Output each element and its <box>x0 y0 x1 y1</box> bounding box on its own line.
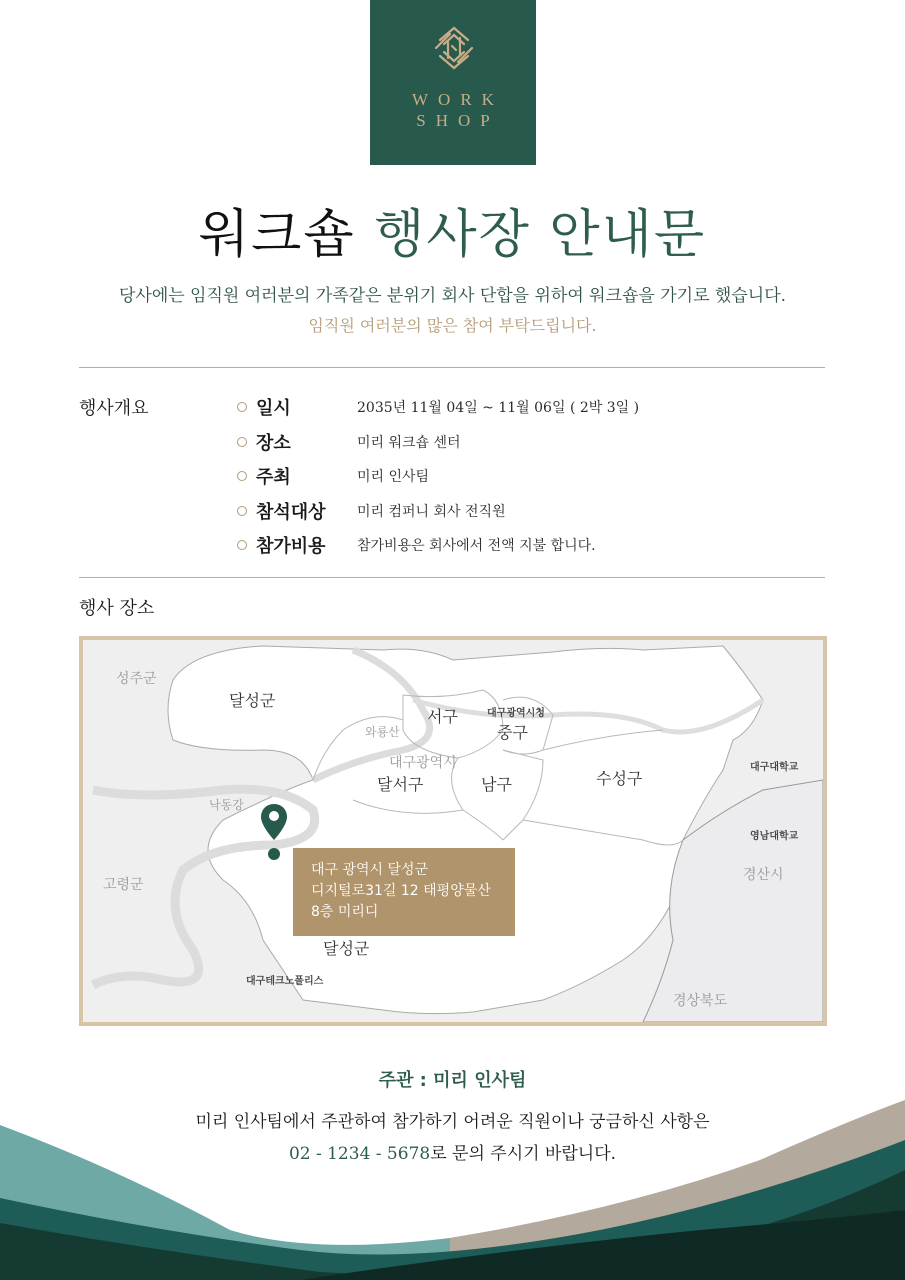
phone-number: 02 - 1234 - 5678 <box>288 1144 431 1164</box>
map-label: 고령군 <box>103 877 144 893</box>
divider <box>79 577 825 578</box>
map-label: 서구 <box>427 707 458 726</box>
info-row-attendees <box>237 494 639 529</box>
address-line: 대구 광역시 달성군 <box>311 862 429 878</box>
circle-bullet-icon <box>237 471 247 481</box>
circle-bullet-icon <box>237 437 247 447</box>
contact-text: 미리 인사팀에서 주관하여 참가하기 어려운 직원이나 궁금하신 사항은 <box>195 1112 710 1132</box>
map-label: 영남대학교 <box>750 831 799 842</box>
logo-text-shop: SHOP <box>416 111 500 130</box>
map-label: 달성군 <box>229 691 276 710</box>
info-value: 참가비용은 회사에서 전액 지불 합니다. <box>357 538 596 555</box>
info-row-date <box>237 390 639 425</box>
map-label: 중구 <box>497 723 528 742</box>
map-label: 대구테크노폴리스 <box>246 976 324 987</box>
title-part-notice: 행사장 안내문 <box>374 205 707 265</box>
title-part-workshop: 워크숍 <box>198 205 356 265</box>
info-value: 미리 인사팀 <box>357 469 430 486</box>
intro-request-text: 임직원 여러분의 많은 참여 부탁드립니다. <box>308 316 597 335</box>
address-box <box>293 848 515 936</box>
info-row-cost <box>237 528 639 563</box>
info-key: 참석대상 <box>256 501 326 523</box>
overview-list <box>237 390 639 563</box>
divider <box>79 367 825 368</box>
map-label: 경상북도 <box>673 993 728 1009</box>
address-line: 디지털로31길 12 태평양물산 <box>311 883 491 899</box>
info-value: 미리 컴퍼니 회사 전직원 <box>357 503 506 520</box>
host-label: 주관 : 미리 인사팀 <box>378 1070 527 1091</box>
map-label: 낙동강 <box>209 798 244 812</box>
intro-text: 당사에는 임직원 여러분의 가족같은 분위기 회사 단합을 위하여 워크숍을 가기로 했습니다. <box>118 286 787 306</box>
map-label: 와룡산 <box>365 725 400 739</box>
circle-bullet-icon <box>237 506 247 516</box>
map-label: 달서구 <box>377 775 424 794</box>
map-regions <box>83 640 823 1022</box>
info-key: 일시 <box>256 398 291 420</box>
info-row-location <box>237 425 639 460</box>
info-key: 장소 <box>256 432 291 454</box>
circle-bullet-icon <box>237 402 247 412</box>
contact-suffix: 로 문의 주시기 바랍니다. <box>430 1144 617 1164</box>
info-value: 미리 워크숍 센터 <box>357 434 461 451</box>
info-key: 주최 <box>256 467 291 489</box>
map-label: 남구 <box>481 775 512 794</box>
workshop-logo <box>370 0 536 165</box>
location-pin-icon <box>261 804 287 864</box>
map-label: 경산시 <box>743 867 784 883</box>
map-label: 수성구 <box>596 769 643 788</box>
page-title <box>0 192 905 267</box>
map-label: 대구광역시청 <box>487 708 545 719</box>
venue-section-label: 행사 장소 <box>79 598 155 619</box>
info-row-organizer <box>237 459 639 494</box>
map-label: 성주군 <box>116 671 157 687</box>
map-label: 대구대학교 <box>750 762 799 773</box>
venue-map <box>79 636 827 1026</box>
address-line: 8층 미리디 <box>311 904 379 920</box>
map-label: 달성군 <box>323 939 370 958</box>
map-label: 대구광역시 <box>389 755 457 771</box>
circle-bullet-icon <box>237 540 247 550</box>
info-value: 2035년 11월 04일 ~ 11월 06일 ( 2박 3일 ) <box>357 400 640 417</box>
overview-section-label: 행사개요 <box>79 398 149 419</box>
contact-phone-line <box>0 1139 905 1164</box>
info-key: 참가비용 <box>256 536 326 558</box>
logo-knot-icon <box>428 22 480 74</box>
logo-text-work: WORK <box>412 90 504 109</box>
